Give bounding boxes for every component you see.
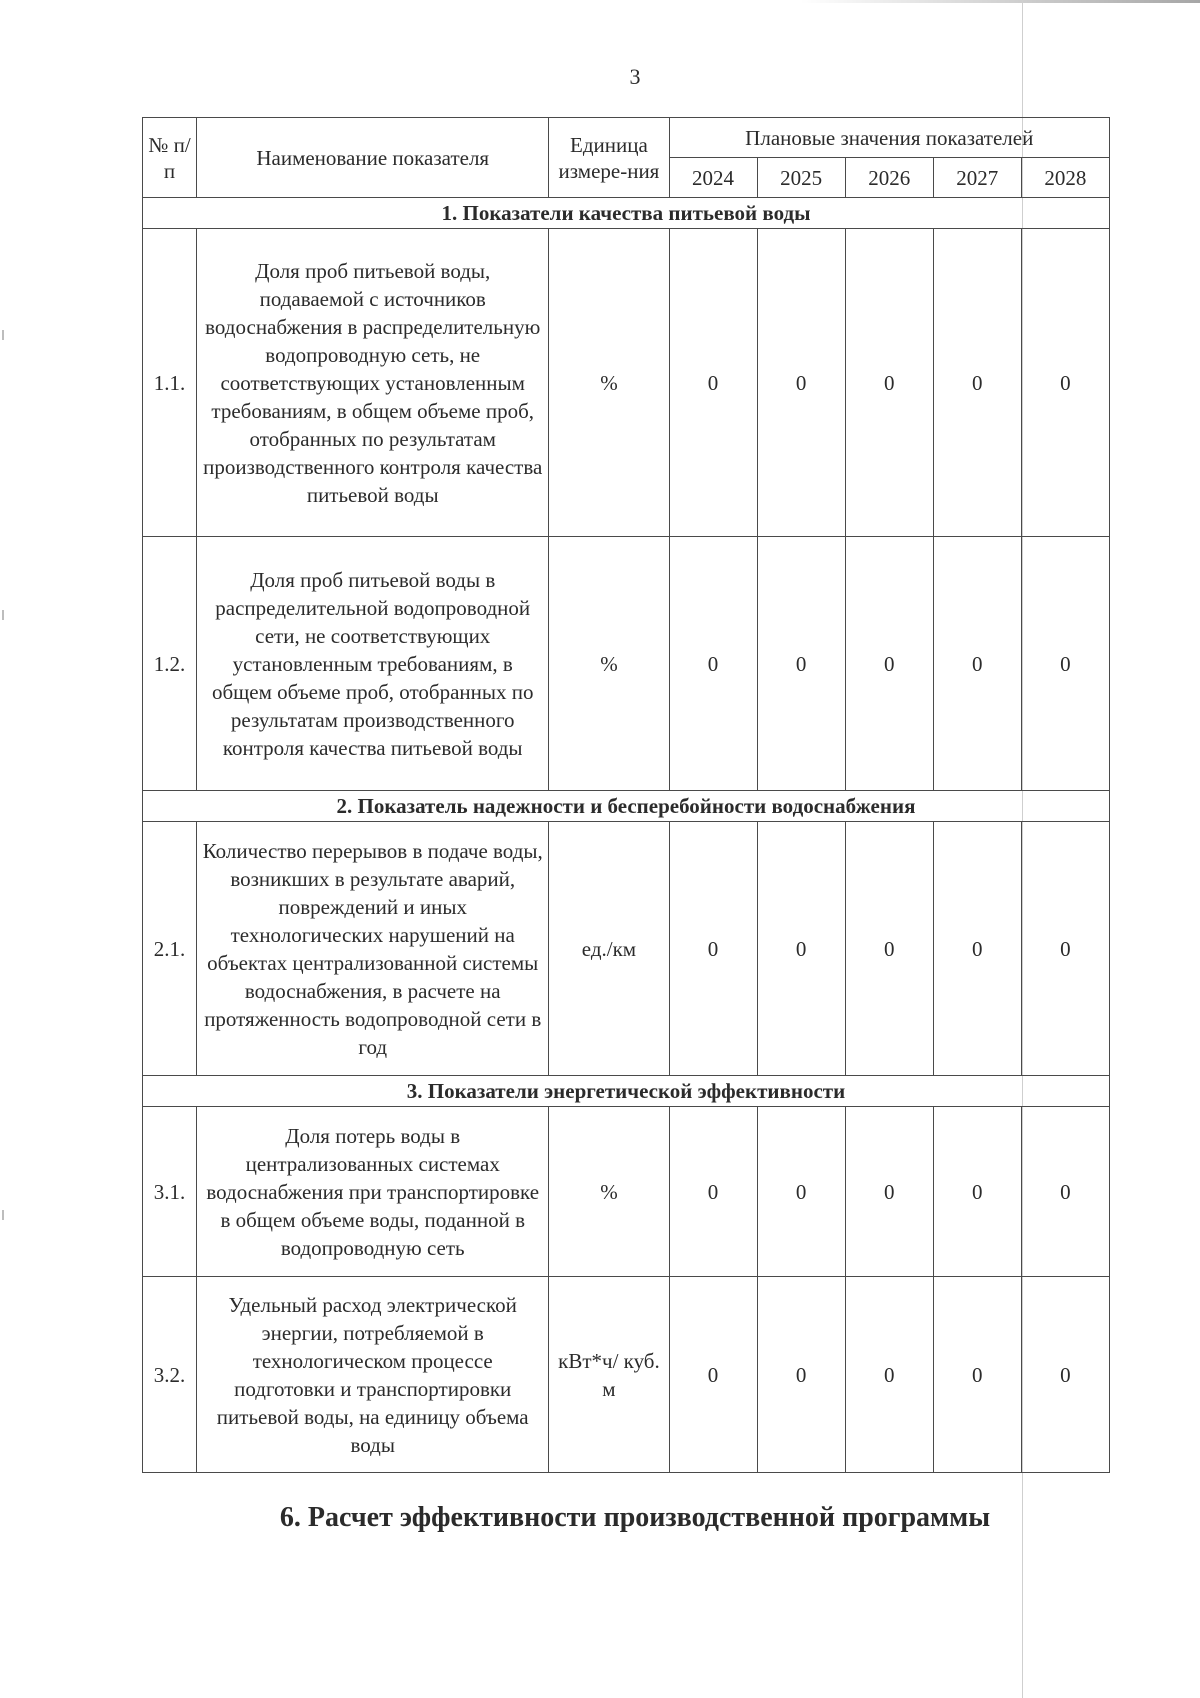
row-value: 0 [669, 1107, 757, 1277]
row-unit: % [549, 537, 669, 791]
header-year: 2026 [845, 158, 933, 198]
table-row [143, 822, 1110, 1076]
row-unit: % [549, 1107, 669, 1277]
scan-margin-mark [2, 610, 4, 620]
row-name: Доля проб питьевой воды, подаваемой с источников водоснабжения в распределительную водопроводную сеть, не соответствующих установленным требованиям, в общем объеме проб, отобранных по результатам производственного контроля качества питьевой воды [197, 229, 549, 537]
row-value: 0 [1021, 537, 1109, 791]
section-header: 2. Показатель надежности и бесперебойности водоснабжения [143, 791, 1110, 822]
table-row [143, 229, 1110, 537]
row-value: 0 [933, 1277, 1021, 1473]
row-value: 0 [669, 822, 757, 1076]
row-value: 0 [845, 1277, 933, 1473]
row-name: Удельный расход электрической энергии, потребляемой в технологическом процессе подготовки и транспортировки питьевой воды, на единицу объема воды [197, 1277, 549, 1473]
row-value: 0 [845, 822, 933, 1076]
row-value: 0 [1021, 1277, 1109, 1473]
table-row [143, 537, 1110, 791]
scan-margin-mark [2, 1210, 4, 1220]
header-plan: Плановые значения показателей [669, 118, 1110, 158]
header-name: Наименование показателя [197, 118, 549, 198]
row-unit: ед./км [549, 822, 669, 1076]
row-value: 0 [1021, 822, 1109, 1076]
scan-edge-artifact [800, 0, 1200, 3]
row-num: 1.1. [143, 229, 197, 537]
section-header: 3. Показатели энергетической эффективности [143, 1076, 1110, 1107]
row-value: 0 [933, 1107, 1021, 1277]
indicators-table [142, 117, 1110, 1473]
row-value: 0 [933, 822, 1021, 1076]
row-value: 0 [1021, 229, 1109, 537]
table-row [143, 1107, 1110, 1277]
header-year: 2028 [1021, 158, 1109, 198]
row-unit: кВт*ч/ куб. м [549, 1277, 669, 1473]
row-value: 0 [757, 1277, 845, 1473]
row-value: 0 [757, 1107, 845, 1277]
header-year: 2025 [757, 158, 845, 198]
row-name: Доля проб питьевой воды в распределительной водопроводной сети, не соответствующих установленным требованиям, в общем объеме проб, отобранных по результатам производственного контроля качества питьевой воды [197, 537, 549, 791]
row-num: 3.2. [143, 1277, 197, 1473]
section-heading: 6. Расчет эффективности производственной программы [279, 1502, 991, 1533]
scan-margin-mark [2, 330, 4, 340]
header-unit: Единица измере-ния [549, 118, 669, 198]
row-value: 0 [1021, 1107, 1109, 1277]
row-value: 0 [845, 1107, 933, 1277]
row-num: 1.2. [143, 537, 197, 791]
row-unit: % [549, 229, 669, 537]
row-value: 0 [669, 1277, 757, 1473]
row-value: 0 [845, 229, 933, 537]
row-num: 3.1. [143, 1107, 197, 1277]
row-value: 0 [669, 537, 757, 791]
row-name: Доля потерь воды в централизованных системах водоснабжения при транспортировке в общем объеме воды, поданной в водопроводную сеть [197, 1107, 549, 1277]
row-value: 0 [757, 229, 845, 537]
row-value: 0 [933, 537, 1021, 791]
table-row [143, 1277, 1110, 1473]
header-num: № п/п [143, 118, 197, 198]
section-header: 1. Показатели качества питьевой воды [143, 198, 1110, 229]
row-value: 0 [757, 537, 845, 791]
row-value: 0 [757, 822, 845, 1076]
row-value: 0 [669, 229, 757, 537]
row-name: Количество перерывов в подаче воды, возникших в результате аварий, повреждений и иных технологических нарушений на объектах централизованной системы водоснабжения, в расчете на протяженность водопроводной сети в год [197, 822, 549, 1076]
row-value: 0 [845, 537, 933, 791]
header-year: 2027 [933, 158, 1021, 198]
row-num: 2.1. [143, 822, 197, 1076]
page-number: 3 [629, 64, 641, 89]
header-year: 2024 [669, 158, 757, 198]
row-value: 0 [933, 229, 1021, 537]
